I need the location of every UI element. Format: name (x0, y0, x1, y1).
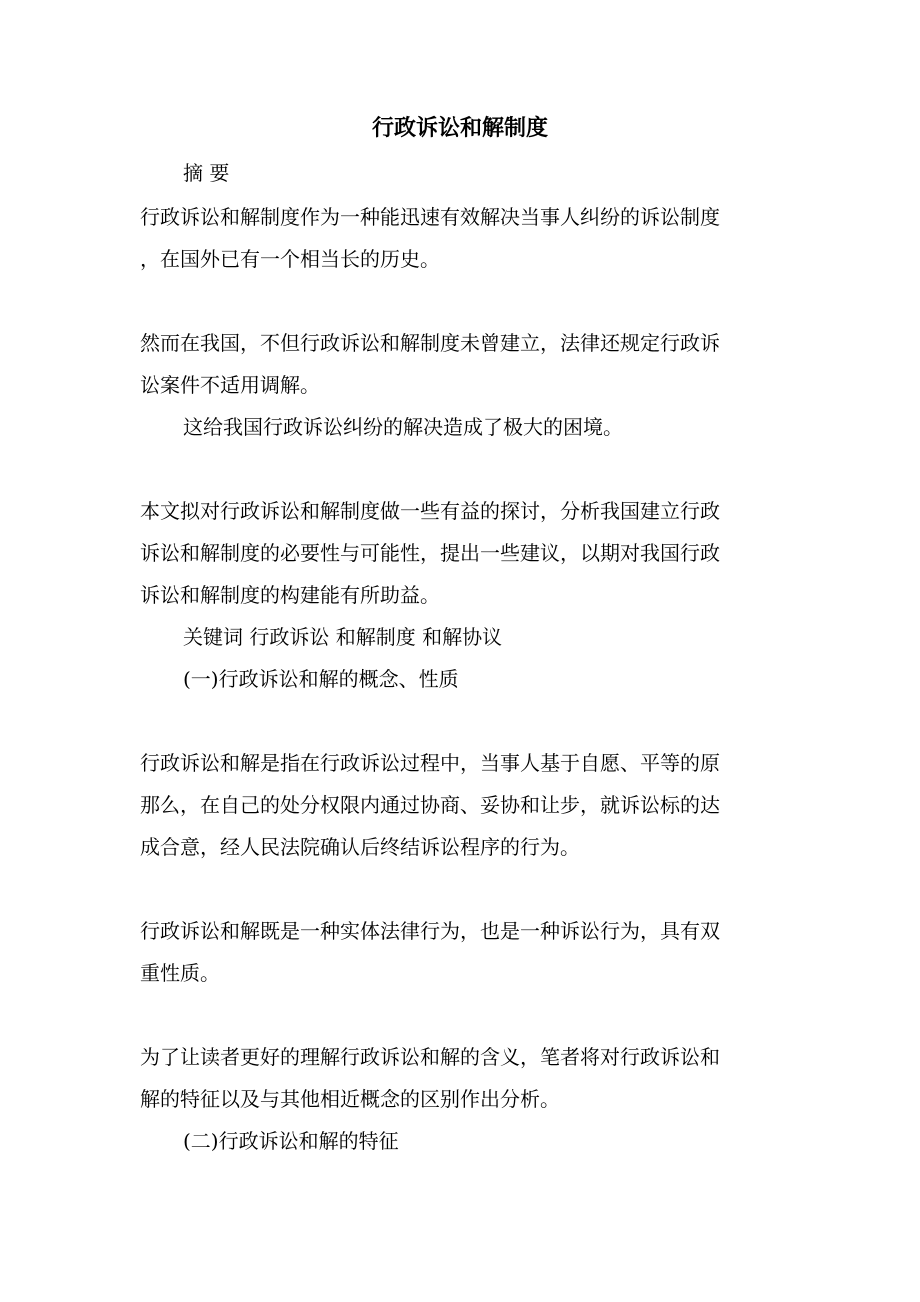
abstract-heading: 摘 要 (183, 161, 230, 185)
document-title: 行政诉讼和解制度 (371, 115, 548, 141)
text-line: 行政诉讼和解既是一种实体法律行为，也是一种诉讼行为，具有双 (140, 919, 720, 943)
text-line: 为了让读者更好的理解行政诉讼和解的含义，笔者将对行政诉讼和 (140, 1045, 720, 1069)
text-line: 行政诉讼和解是指在行政诉讼过程中，当事人基于自愿、平等的原 (140, 751, 720, 775)
section-heading-1: (一)行政诉讼和解的概念、性质 (183, 667, 459, 691)
text-line: 成合意，经人民法院确认后终结诉讼程序的行为。 (140, 835, 580, 859)
text-line: 解的特征以及与其他相近概念的区别作出分析。 (140, 1087, 560, 1111)
section-heading-2: (二)行政诉讼和解的特征 (183, 1129, 399, 1153)
text-line: 重性质。 (140, 961, 220, 985)
text-line: 行政诉讼和解制度作为一种能迅速有效解决当事人纠纷的诉讼制度 (140, 205, 720, 229)
text-line: 本文拟对行政诉讼和解制度做一些有益的探讨，分析我国建立行政 (140, 499, 720, 523)
text-line: 诉讼和解制度的必要性与可能性，提出一些建议，以期对我国行政 (140, 541, 720, 565)
text-line: 那么，在自己的处分权限内通过协商、妥协和让步，就诉讼标的达 (140, 793, 720, 817)
text-line: 诉讼和解制度的构建能有所助益。 (140, 583, 440, 607)
text-line: 讼案件不适用调解。 (140, 373, 320, 397)
text-line: ，在国外已有一个相当长的历史。 (140, 247, 440, 271)
text-line: 然而在我国，不但行政诉讼和解制度未曾建立，法律还规定行政诉 (140, 331, 720, 355)
keywords-line: 关键词 行政诉讼 和解制度 和解协议 (183, 625, 503, 649)
text-line: 这给我国行政诉讼纠纷的解决造成了极大的困境。 (183, 415, 623, 439)
